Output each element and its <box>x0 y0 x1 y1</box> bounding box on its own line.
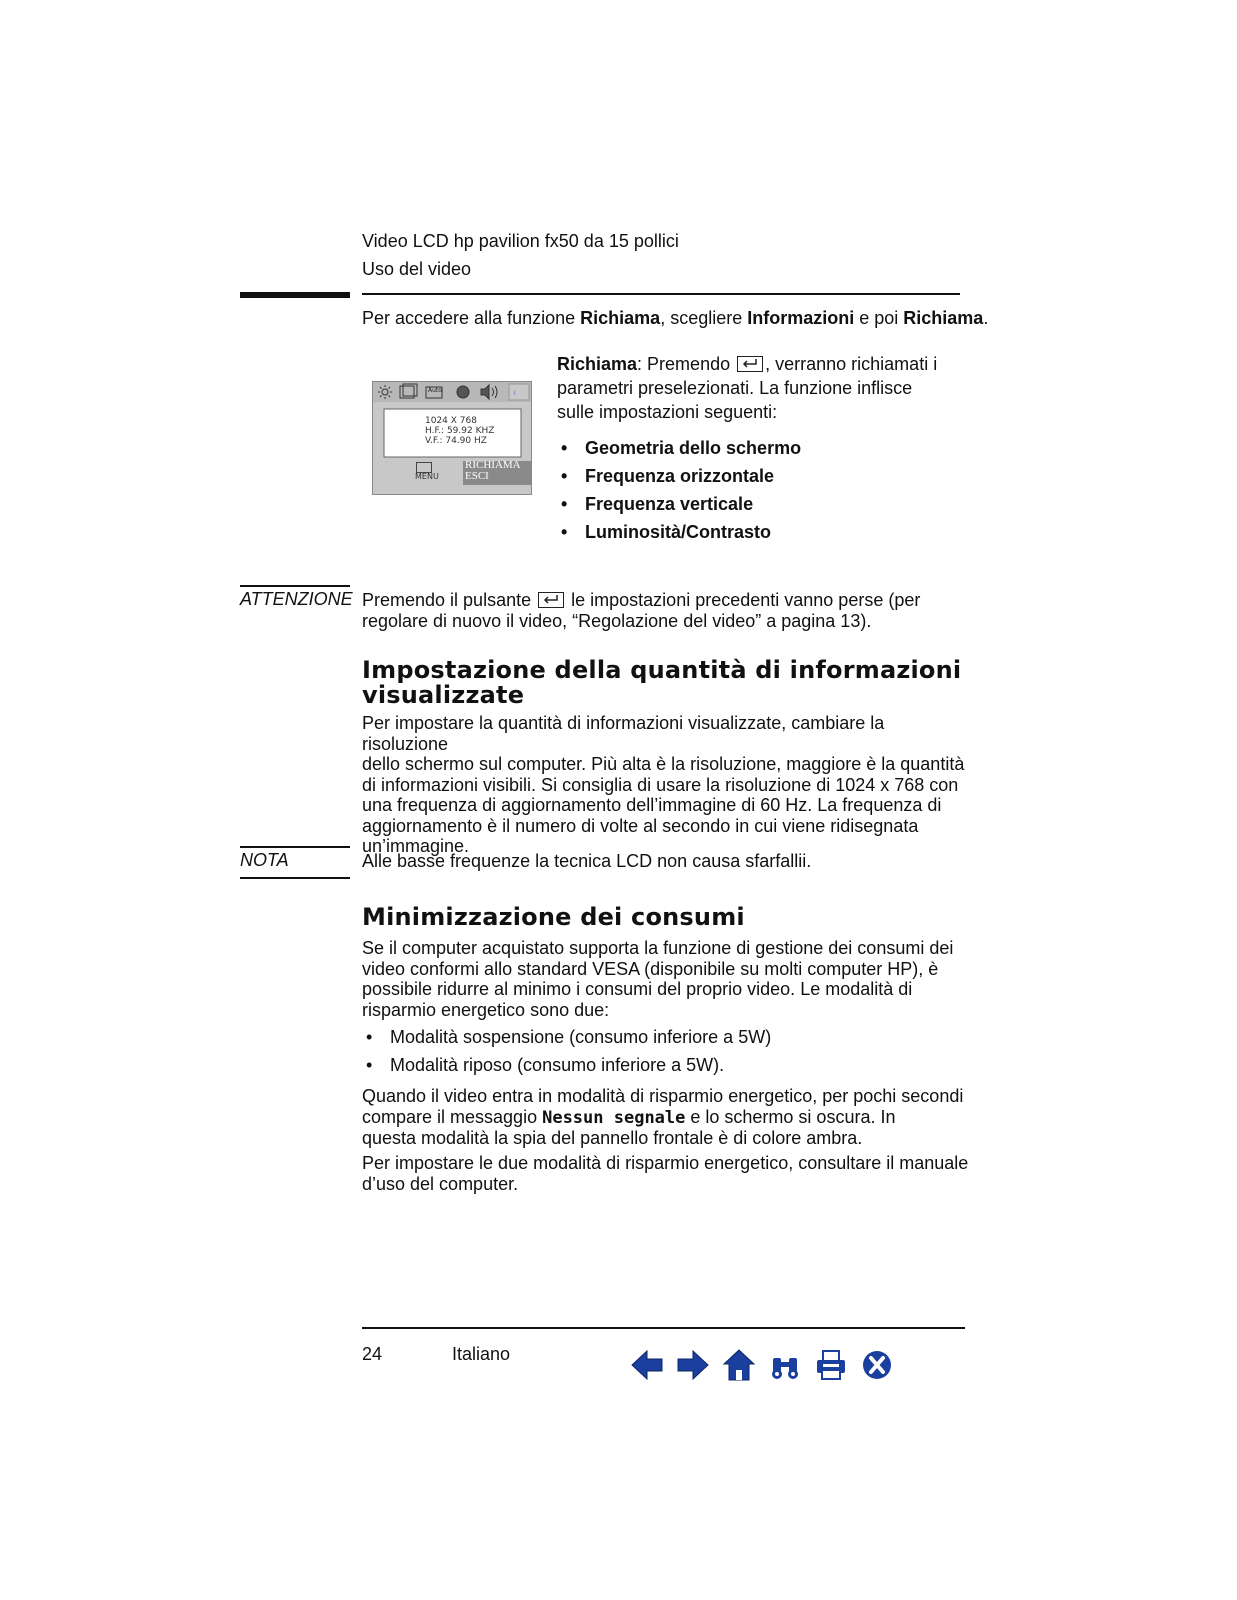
richiama-settings-list <box>557 434 937 546</box>
section-heading: Minimizzazione dei consumi <box>362 903 745 931</box>
code-message: Nessun segnale <box>542 1107 686 1128</box>
svg-text:i: i <box>514 390 516 397</box>
section2-paragraph-1: Se il computer acquistato supporta la funzione di gestione dei consumi dei video conformi allo standard VESA (disponibile su molti computer HP), è possibile ridurre al minimo i consumi del proprio video. Le modalità di risparmio energetico sono due: <box>362 938 954 1020</box>
footer-language: Italiano <box>452 1344 511 1364</box>
nota-bottom-rule <box>240 877 350 879</box>
osd-action-labels: RICHIAMA ESCI <box>465 460 521 482</box>
arrow-right-icon[interactable] <box>676 1348 710 1382</box>
intro-paragraph: Per accedere alla funzione Richiama, scegliere Informazioni e poi Richiama. <box>362 308 989 328</box>
section2-paragraph-2: Quando il video entra in modalità di risparmio energetico, per pochi secondi compare il messaggio Nessun segnale e lo schermo si oscura. In questa modalità la spia del pannello frontale è di colore ambra. <box>362 1086 964 1148</box>
richiama-description: Richiama: Premendo , verranno richiamati i parametri preselezionati. La funzione inflisce sulle impostazioni seguenti: <box>557 354 938 422</box>
header-rule <box>362 293 960 295</box>
osd-info-text: 1024 X 768 H.F.: 59.92 KHZ V.F.: 74.90 HZ <box>425 416 495 446</box>
navigation-bar <box>630 1347 894 1383</box>
enter-key-icon <box>538 592 564 608</box>
attenzione-rule <box>240 585 350 587</box>
nota-top-rule <box>240 846 350 848</box>
footer-rule <box>362 1327 965 1329</box>
section-title: Uso del video <box>362 259 472 279</box>
list-item: • Modalità sospensione (consumo inferiore a 5W) <box>362 1023 962 1051</box>
attenzione-label: ATTENZIONE <box>240 589 353 609</box>
color-icon <box>457 386 469 398</box>
section1-paragraph: Per impostare la quantità di informazioni visualizzate, cambiare la risoluzione dello schermo sul computer. Più alta è la risoluzione, maggiore è la quantità di informazioni visibili. Si consiglia di usare la risoluzione di 1024 x 768 con una frequenza di aggiornamento dell’immagine di 60 Hz. La frequenza di aggiornamento è il numero di volte al secondo in cui viene ridisegnata un’immagine. <box>362 713 965 856</box>
attenzione-text: Premendo il pulsante le impostazioni precedenti vanno perse (per regolare di nuovo il video, “Regolazione del video” a pagina 13). <box>362 590 921 631</box>
nota-text: Alle basse frequenze la tecnica LCD non causa sfarfallii. <box>362 851 812 871</box>
arrow-left-icon[interactable] <box>630 1348 664 1382</box>
home-icon[interactable] <box>722 1348 756 1382</box>
list-item: • Luminosità/Contrasto <box>557 518 937 546</box>
binoculars-icon[interactable] <box>768 1348 802 1382</box>
nota-label: NOTA <box>240 850 289 870</box>
osd-menu-label: MENU <box>415 472 439 481</box>
section2-paragraph-3: Per impostare le due modalità di risparmio energetico, consultare il manuale d’uso del computer. <box>362 1153 969 1194</box>
page-number: 24 <box>362 1344 383 1364</box>
document-title: Video LCD hp pavilion fx50 da 15 pollici <box>362 231 679 251</box>
list-item: • Modalità riposo (consumo inferiore a 5W). <box>362 1051 962 1079</box>
power-modes-list <box>362 1023 962 1079</box>
osd-screenshot <box>372 381 532 495</box>
osd-auto-label: Auto <box>428 387 442 394</box>
list-item: • Geometria dello schermo <box>557 434 937 462</box>
section-heading: Impostazione della quantità di informazioni visualizzate <box>362 656 962 709</box>
printer-icon[interactable] <box>814 1348 848 1382</box>
list-item: • Frequenza verticale <box>557 490 937 518</box>
enter-key-icon <box>737 356 763 372</box>
list-item: • Frequenza orizzontale <box>557 462 937 490</box>
close-icon[interactable] <box>860 1348 894 1382</box>
header-thick-rule <box>240 292 350 298</box>
